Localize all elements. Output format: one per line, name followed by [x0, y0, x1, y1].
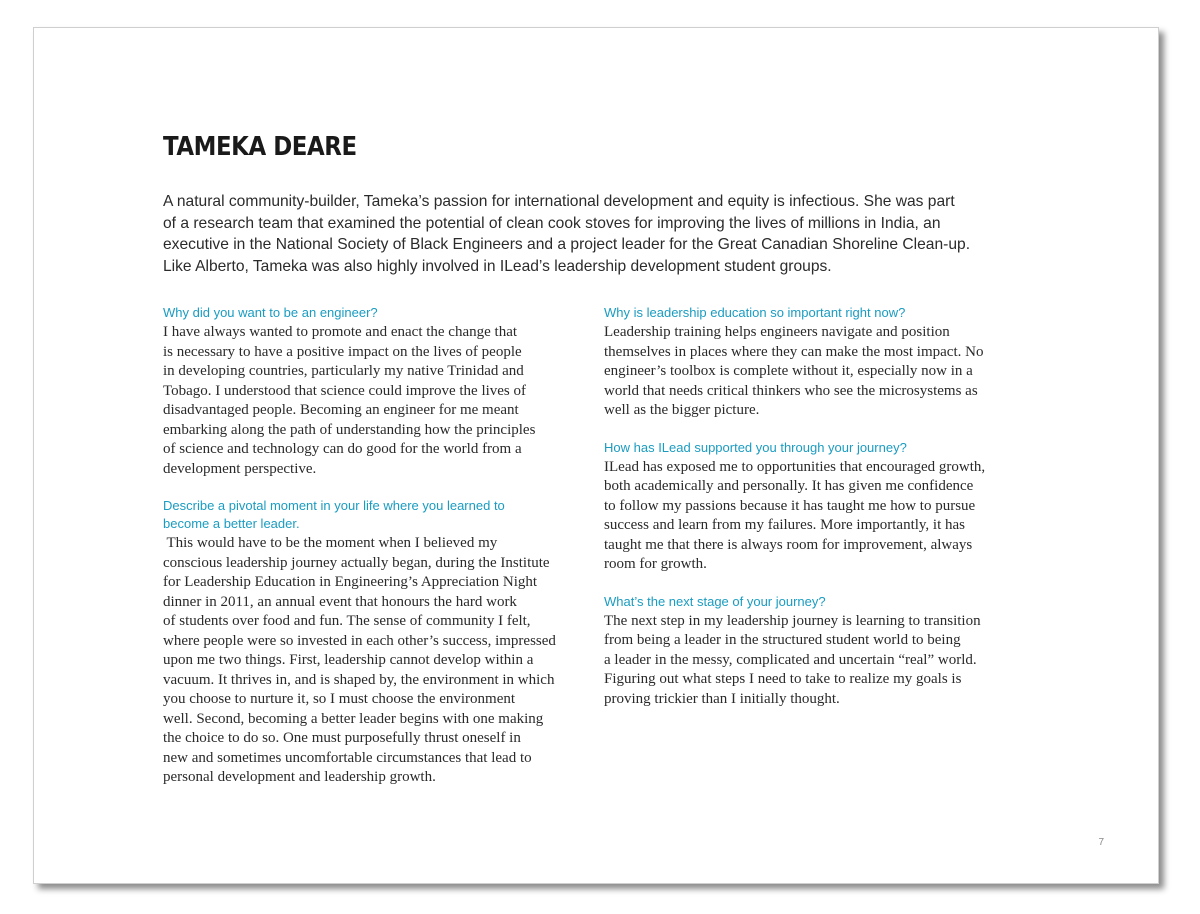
answer-text — [163, 323, 583, 479]
qa-block-engineer — [163, 304, 583, 479]
answer-text — [604, 323, 1024, 421]
intro-paragraph — [163, 191, 1043, 277]
answer-line: world that needs critical thinkers who see the microsystems as — [604, 382, 978, 399]
answer-line: personal development and leadership growth. — [163, 769, 436, 785]
answer-line: you choose to nurture it, so I must choose the environment — [163, 691, 516, 707]
question-line: How has ILead supported you through your journey? — [604, 439, 907, 455]
answer-line: room for growth. — [604, 556, 707, 572]
answer-line: a leader in the messy, complicated and uncertain “real” world. — [604, 651, 977, 668]
document-page — [33, 27, 1159, 884]
qa-block-leadership-education — [604, 304, 1024, 421]
question-heading — [604, 593, 1024, 611]
answer-line: both academically and personally. It has given me confidence — [604, 478, 974, 494]
intro-line: executive in the National Society of Black Engineers and a project leader for the Great Canadian Shoreline Clean-up. — [163, 236, 971, 253]
intro-line: A natural community-builder, Tameka’s passion for international development and equity is infectious. She was part — [163, 193, 955, 210]
answer-line: proving trickier than I initially thought. — [604, 690, 840, 707]
answer-line: Leadership training helps engineers navigate and position — [604, 324, 950, 340]
answer-line: themselves in places where they can make the most impact. No — [604, 343, 984, 360]
answer-line: conscious leadership journey actually began, during the Institute — [163, 554, 550, 571]
answer-line: Tobago. I understood that science could improve the lives of — [163, 382, 527, 399]
page-title: TAMEKA DEARE — [163, 132, 357, 162]
intro-line: of a research team that examined the potential of clean cook stoves for improving the lives of millions in India, an — [163, 214, 941, 232]
answer-line: from being a leader in the structured student world to being — [604, 632, 961, 648]
question-line: Describe a pivotal moment in your life where you learned to — [163, 498, 505, 513]
answer-line: This would have to be the moment when I believed my — [163, 535, 498, 551]
question-heading — [163, 304, 583, 322]
question-heading — [163, 497, 583, 533]
answer-text — [604, 612, 1024, 710]
answer-line: is necessary to have a positive impact on the lives of people — [163, 343, 522, 360]
answer-line: The next step in my leadership journey is learning to transition — [604, 612, 981, 629]
answer-line: for Leadership Education in Engineering’s Appreciation Night — [163, 574, 538, 590]
question-line: Why is leadership education so important right now? — [604, 305, 906, 320]
answer-line: dinner in 2011, an annual event that honours the hard work — [163, 593, 517, 610]
question-line: Why did you want to be an engineer? — [163, 305, 378, 320]
answer-line: where people were so invested in each other’s success, impressed — [163, 632, 556, 649]
answer-line: Figuring out what steps I need to take to realize my goals is — [604, 671, 962, 687]
question-heading — [604, 304, 1024, 322]
intro-line: Like Alberto, Tameka was also highly involved in ILead’s leadership development student groups. — [163, 257, 832, 275]
answer-line: ILead has exposed me to opportunities that encouraged growth, — [604, 458, 986, 475]
answer-line: success and learn from my failures. More importantly, it has — [604, 517, 966, 533]
answer-line: the choice to do so. One must purposefully thrust oneself in — [163, 730, 521, 746]
question-heading — [604, 439, 1024, 457]
question-line: What’s the next stage of your journey? — [604, 593, 826, 609]
answer-line: in developing countries, particularly my native Trinidad and — [163, 363, 524, 379]
answer-text — [163, 534, 583, 788]
answer-text — [604, 458, 1024, 575]
page-number: 7 — [1098, 837, 1104, 848]
answer-line: well as the bigger picture. — [604, 402, 760, 418]
answer-line: upon me two things. First, leadership cannot develop within a — [163, 652, 534, 668]
answer-line: disadvantaged people. Becoming an engineer for me meant — [163, 402, 519, 418]
answer-line: new and sometimes uncomfortable circumstances that lead to — [163, 749, 532, 766]
answer-line: vacuum. It thrives in, and is shaped by, the environment in which — [163, 671, 555, 688]
answer-line: of science and technology can do good for the world from a — [163, 441, 522, 457]
answer-line: development perspective. — [163, 460, 317, 477]
answer-line: embarking along the path of understanding how the principles — [163, 421, 536, 438]
answer-line: taught me that there is always room for improvement, always — [604, 536, 973, 553]
answer-line: to follow my passions because it has taught me how to pursue — [604, 497, 976, 514]
answer-line: engineer’s toolbox is complete without it, especially now in a — [604, 363, 973, 379]
qa-block-ilead-support — [604, 439, 1024, 575]
qa-block-pivotal-moment — [163, 497, 583, 788]
answer-line: of students over food and fun. The sense of community I felt, — [163, 613, 531, 629]
left-column — [163, 304, 583, 806]
question-line: become a better leader. — [163, 516, 300, 531]
answer-line: I have always wanted to promote and enact the change that — [163, 324, 518, 340]
answer-line: well. Second, becoming a better leader begins with one making — [163, 710, 544, 727]
right-column — [604, 304, 1024, 727]
qa-block-next-stage — [604, 593, 1024, 710]
